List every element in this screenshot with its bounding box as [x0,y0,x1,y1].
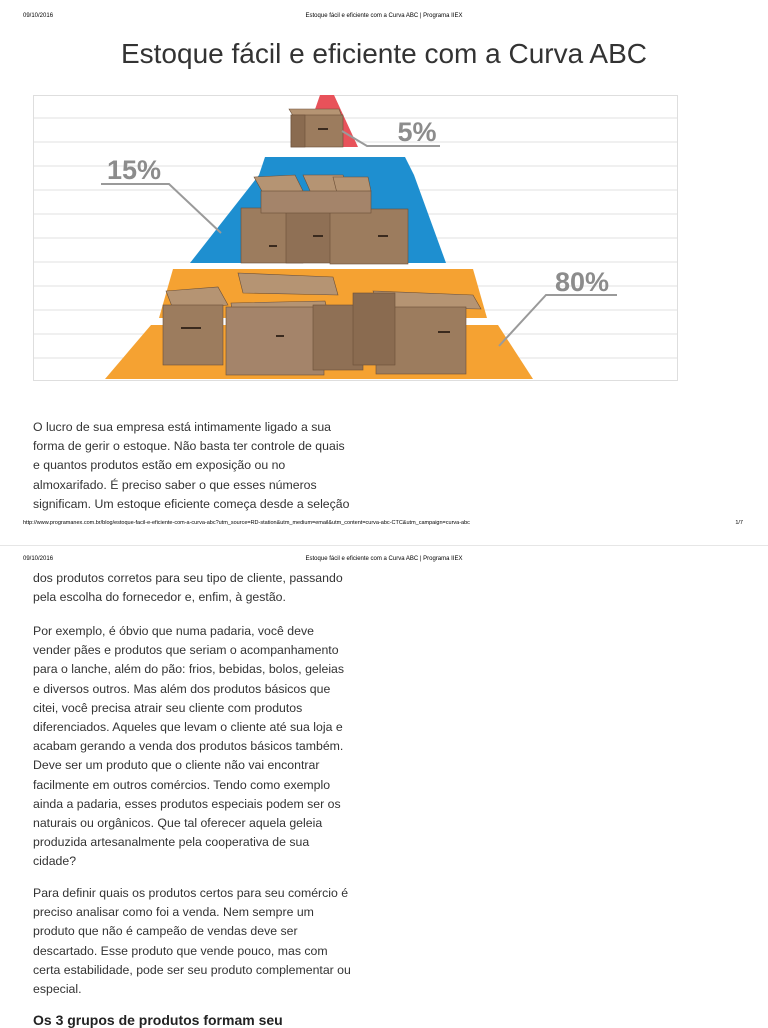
paragraph-3: Para definir quais os produtos certos para seu comércio é preciso analisar como foi a venda. Nem sempre um produto que não é campeão de vendas deve ser descartado. Esse produto que vende pouco, mas com certa estabilidade, pode ser seu produto complementar ou especial. [33,886,351,997]
page-separator [0,545,768,546]
header-title: Estoque fácil e eficiente com a Curva ABC | Programa IIEX [305,13,463,19]
header-title: Estoque fácil e eficiente com a Curva ABC | Programa IIEX [305,556,463,562]
label-80-percent: 80% [554,267,610,297]
label-15-percent: 15% [106,155,162,185]
label-5-percent: 5% [397,117,437,147]
intro-paragraph: O lucro de sua empresa está intimamente ligado a sua forma de gerir o estoque. Não basta ter controle de quais e quantos produtos estão em exposição ou no almoxarifado. É preciso saber o que esses números significam. Um estoque eficiente começa desde a seleção [33,420,350,511]
abc-curve-pyramid-figure [33,95,678,381]
page2-header [0,556,768,568]
section-heading: Os 3 grupos de produtos formam seu [33,1012,283,1028]
header-date: 09/10/2016 [23,13,54,19]
page-title: Estoque fácil e eficiente com a Curva ABC [120,38,648,69]
page1-header [0,13,768,25]
boxes-a [289,109,343,147]
paragraph-2: Por exemplo, é óbvio que numa padaria, você deve vender pães e produtos que seriam o acompanhamento para o lanche, além do pão: frios, bebidas, bolos, geleias e diversos outros. Mas além dos produtos básicos que citei, você precisa atrair seu cliente com produtos diferenciados. Aqueles que levam o cliente até sua loja e acabam gerando a venda dos produtos básicos também. Deve ser um produto que o cliente não vai encontrar facilmente em outros comércios. Tendo como exemplo ainda a padaria, esses produtos especiais podem ser os naturais ou orgânicos. Que tal oferecer aquela geleia produzida artesanalmente pela cooperativa de sua cidade? [33,624,345,869]
paragraph-1: dos produtos corretos para seu tipo de cliente, passando pela escolha do fornecedor e, enfim, à gestão. [33,571,343,605]
tier-b-top [259,157,414,175]
header-date: 09/10/2016 [23,556,54,562]
footer-page-number: 1/7 [735,520,743,526]
footer-url[interactable]: http://www.programanex.com.br/blog/estoque-facil-e-eficiente-com-a-curva-abc?utm_source=RD-station&utm_medium=email&utm_content=curva-abc-CTC&utm_campaign=curva-abc [23,520,470,526]
